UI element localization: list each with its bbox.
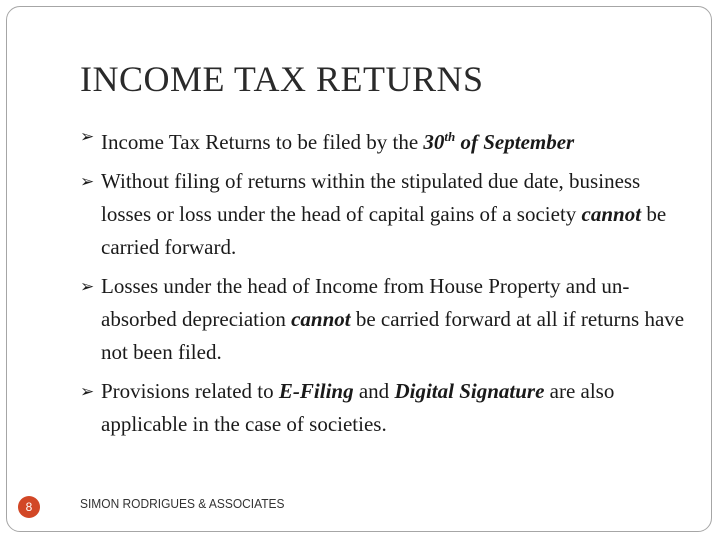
bullet-text: be carried forward at all if returns have not been filed. bbox=[101, 307, 685, 364]
bullet-text: Losses under the head of Income from House Property and un-absorbed depreciation bbox=[101, 274, 630, 331]
bullet-text: and bbox=[353, 379, 395, 403]
emphasis-text: Digital Signature bbox=[394, 379, 545, 403]
bullet-text: Without filing of returns within the stipulated due date, business losses or loss under the head of capital gains of a society bbox=[101, 169, 641, 226]
bullet-list bbox=[80, 120, 690, 447]
emphasis-text: cannot bbox=[581, 202, 642, 226]
bullet-text: Provisions related to bbox=[101, 379, 279, 403]
slide-number-badge: 8 bbox=[18, 496, 40, 518]
bullet-item bbox=[80, 270, 690, 369]
arrow-bullet-icon: ➢ bbox=[80, 127, 95, 146]
emphasis-text: cannot bbox=[291, 307, 351, 331]
emphasis-text: of September bbox=[455, 130, 575, 154]
arrow-bullet-icon: ➢ bbox=[80, 172, 95, 191]
emphasis-text: 30 bbox=[423, 130, 445, 154]
footer-text: SIMON RODRIGUES & ASSOCIATES bbox=[80, 496, 285, 511]
slide-title: INCOME TAX RETURNS bbox=[80, 59, 484, 99]
emphasis-text: th bbox=[444, 129, 456, 144]
bullet-text: Income Tax Returns to be filed by the bbox=[101, 130, 424, 154]
arrow-bullet-icon: ➢ bbox=[80, 277, 95, 296]
emphasis-text: E-Filing bbox=[278, 379, 354, 403]
bullet-item bbox=[80, 375, 690, 441]
bullet-text: be carried forward. bbox=[101, 202, 667, 259]
bullet-item bbox=[80, 165, 690, 264]
arrow-bullet-icon: ➢ bbox=[80, 382, 95, 401]
bullet-item bbox=[80, 120, 690, 159]
bullet-text: are also applicable in the case of societies. bbox=[101, 379, 615, 436]
